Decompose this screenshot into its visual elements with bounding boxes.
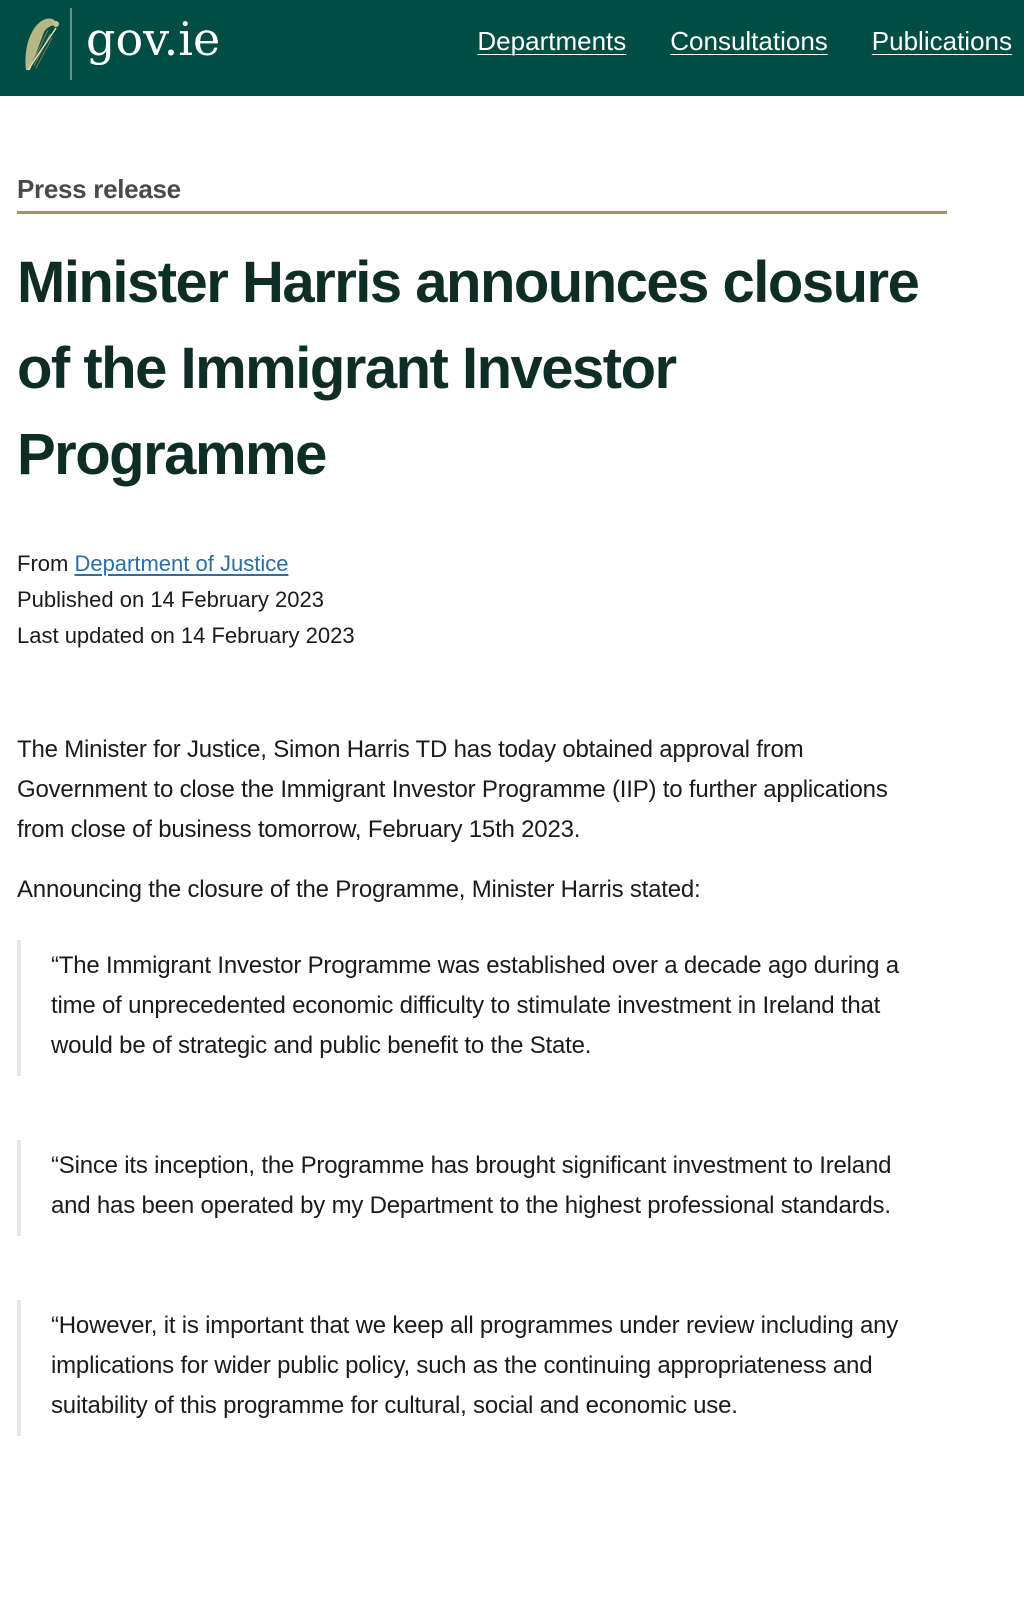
updated-date: Last updated on 14 February 2023 bbox=[17, 623, 355, 648]
content-type-label: Press release bbox=[17, 174, 947, 214]
gov-ie-logo-link[interactable] bbox=[18, 8, 220, 80]
nav-publications[interactable]: Publications bbox=[871, 26, 1012, 56]
quote-1: “The Immigrant Investor Programme was established over a decade ago during a time of unprecedented economic difficulty to stimulate investment in Ireland that would be of strategic and public benefit to the State. bbox=[17, 940, 931, 1076]
harp-icon bbox=[18, 12, 62, 76]
published-date: Published on 14 February 2023 bbox=[17, 587, 324, 612]
quote-2: “Since its inception, the Programme has brought significant investment to Ireland and has been operated by my Department to the highest professional standards. bbox=[17, 1140, 931, 1236]
from-line bbox=[17, 546, 947, 582]
article-meta bbox=[17, 546, 947, 654]
quote-3: “However, it is important that we keep all programmes under review including any implications for wider public policy, such as the continuing appropriateness and suitability of this programme for cultural, social and economic use. bbox=[17, 1300, 931, 1436]
main-nav bbox=[477, 26, 1012, 57]
nav-departments[interactable]: Departments bbox=[477, 26, 627, 56]
department-link[interactable]: Department of Justice bbox=[74, 551, 289, 576]
nav-consultations[interactable]: Consultations bbox=[670, 26, 828, 56]
from-prefix: From bbox=[17, 551, 69, 576]
page-title: Minister Harris announces closure of the Immigrant Investor Programme bbox=[17, 250, 919, 487]
logo-text: gov.ie bbox=[86, 12, 221, 66]
paragraph-announcing: Announcing the closure of the Programme, Minister Harris stated: bbox=[17, 876, 701, 903]
paragraph-intro: The Minister for Justice, Simon Harris TD has today obtained approval from Government to close the Immigrant Investor Programme (IIP) to further applications from close of business tomorrow, February 15th 2023. bbox=[17, 736, 888, 843]
article-content bbox=[17, 96, 947, 1436]
logo-divider bbox=[70, 8, 72, 80]
site-header bbox=[0, 0, 1024, 96]
